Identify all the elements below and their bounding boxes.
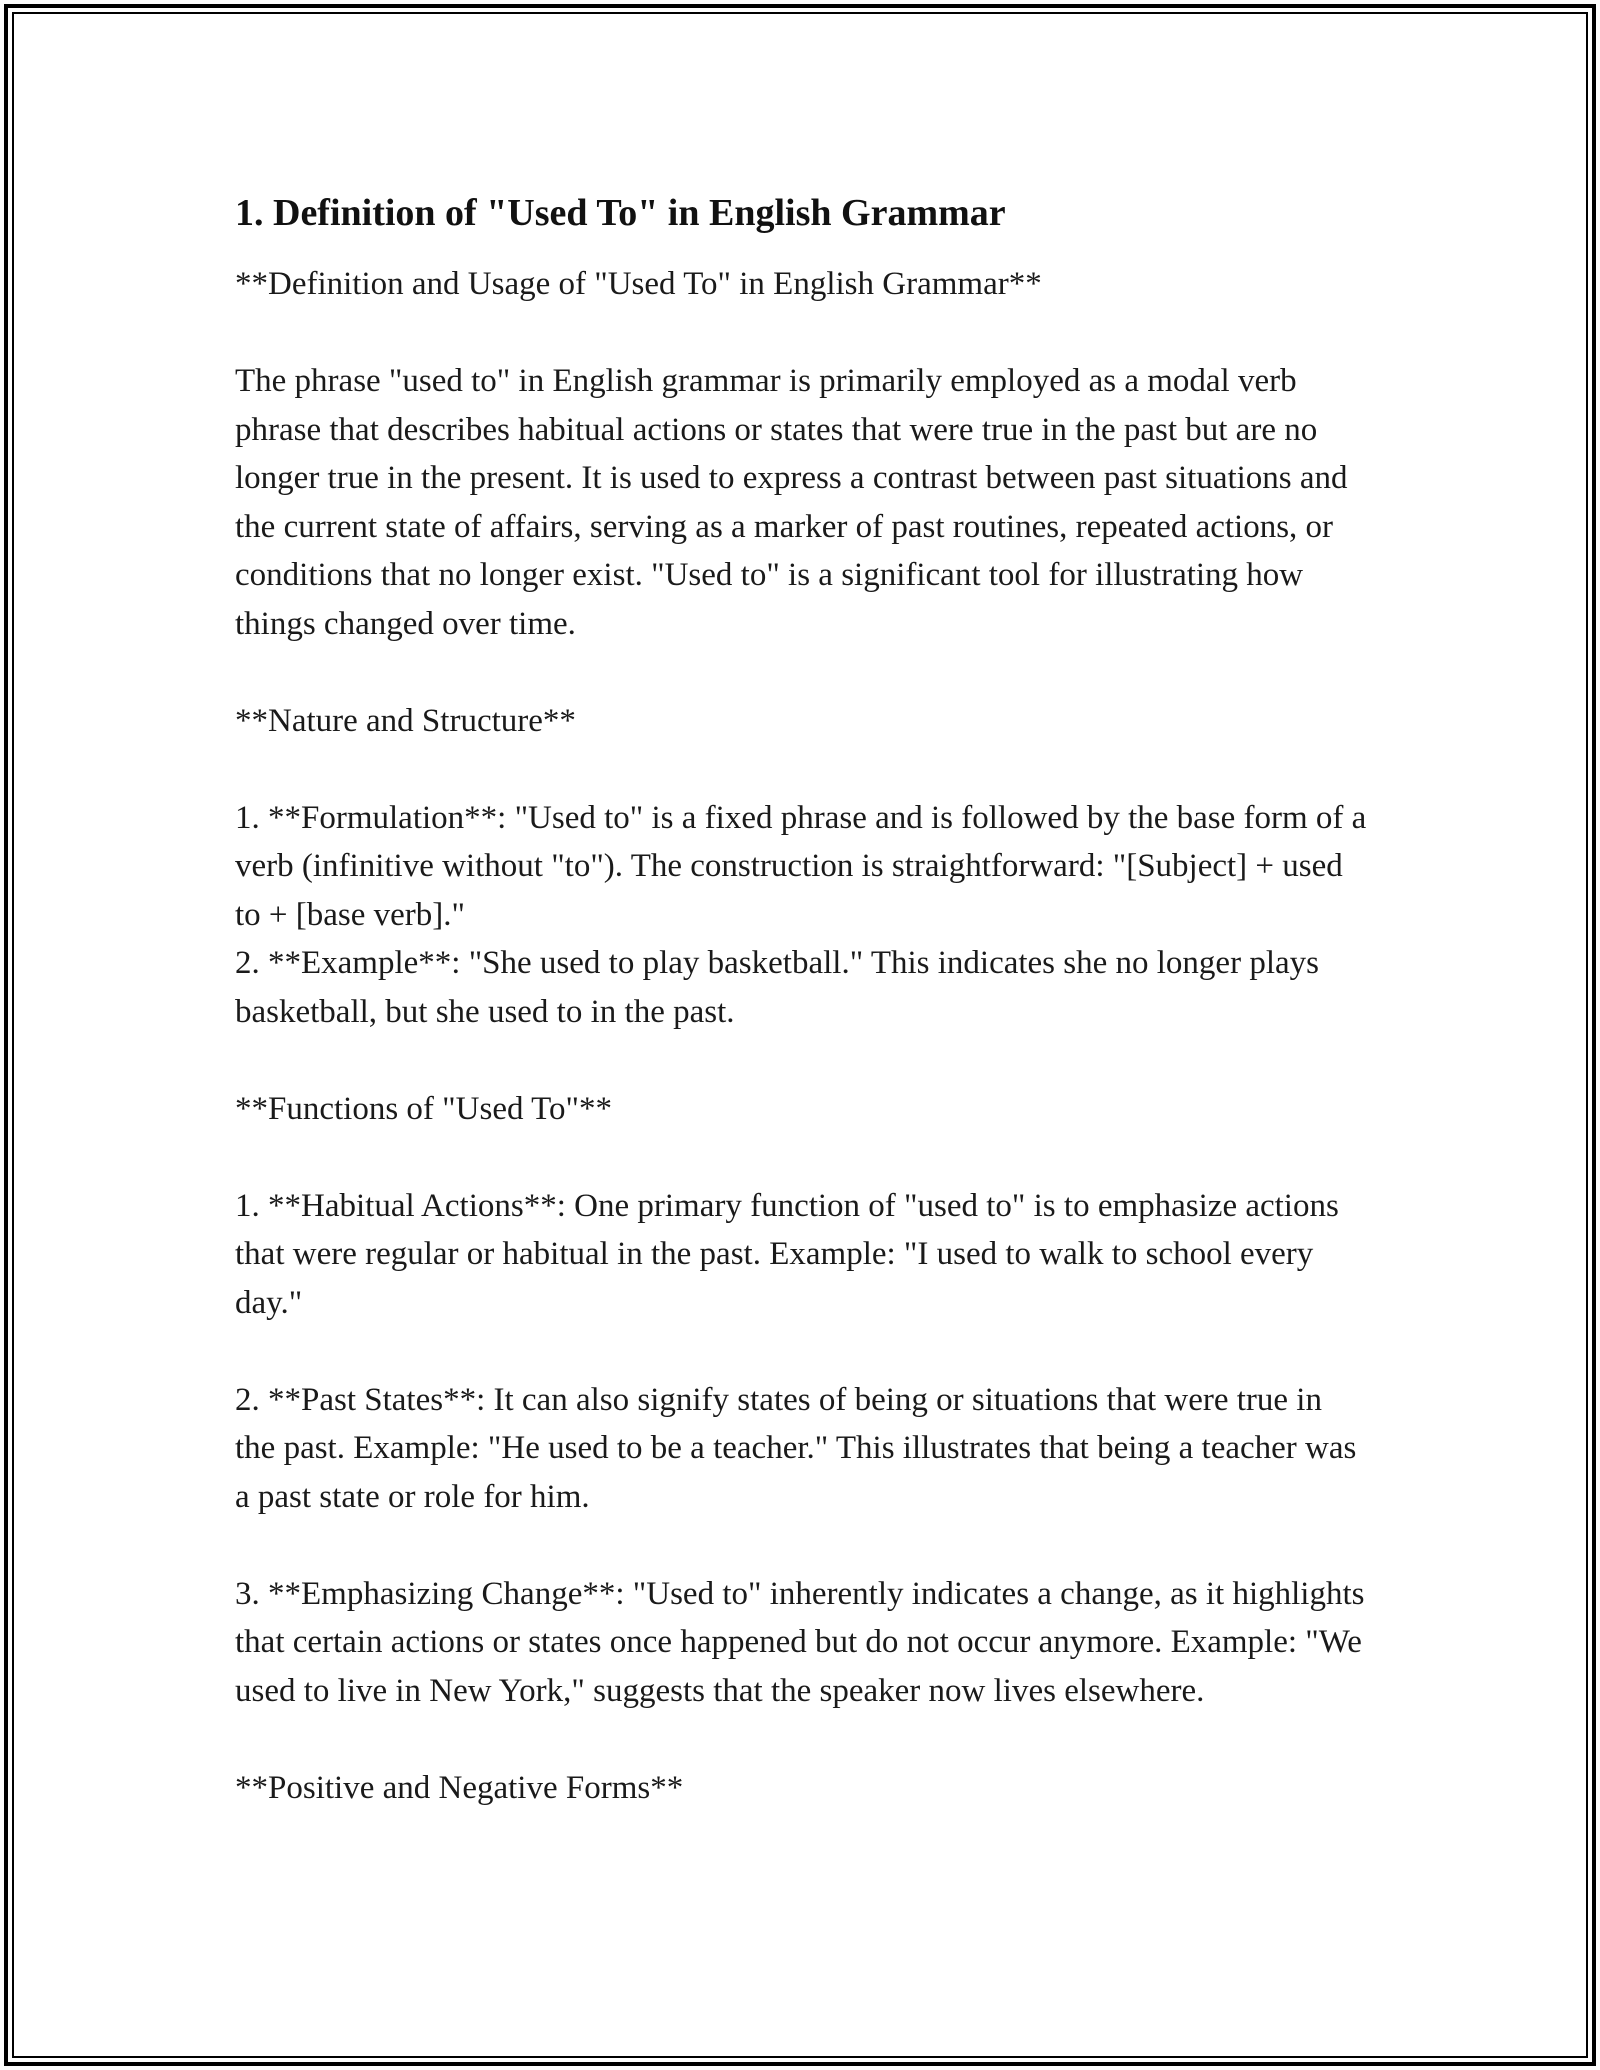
subheading-nature-structure: **Nature and Structure** (235, 702, 576, 739)
document-title: 1. Definition of "Used To" in English Grammar (235, 192, 1006, 234)
subheading-functions: **Functions of "Used To"** (235, 1090, 612, 1127)
subheading-definition-usage: **Definition and Usage of "Used To" in English Grammar** (235, 266, 1042, 302)
paragraph-intro: The phrase "used to" in English grammar is primarily employed as a modal verb phrase that describes habitual actions or states that were true in the past but are no longer true in the present. It is used to express a contrast between past situations and the current state of affairs, serving as a marker of past routines, repeated actions, or conditions that no longer exist. "Used to" is a significant tool for illustrating how things changed over time. (235, 363, 1348, 642)
list-item-habitual-actions: 1. **Habitual Actions**: One primary function of "used to" is to emphasize actions that were regular or habitual in the past. Example: "I used to walk to school every day." (235, 1187, 1339, 1321)
list-formulation-example: 1. **Formulation**: "Used to" is a fixed phrase and is followed by the base form of a verb (infinitive without "to"). The construction is straightforward: "[Subject] + used to + [base verb]." 2. **Example**: "She used to play basketball." This indicates she no longer plays basketball, but she used to in the past. (235, 799, 1367, 1030)
subheading-positive-negative-forms: **Positive and Negative Forms** (235, 1769, 684, 1806)
document-body (235, 186, 1370, 1861)
list-item-past-states: 2. **Past States**: It can also signify states of being or situations that were true in the past. Example: "He used to be a teacher." This illustrates that being a teacher was a past state or role for him. (235, 1381, 1357, 1515)
list-item-emphasizing-change: 3. **Emphasizing Change**: "Used to" inherently indicates a change, as it highlights that certain actions or states once happened but do not occur anymore. Example: "We used to live in New York," suggests that the speaker now lives elsewhere. (235, 1575, 1365, 1709)
